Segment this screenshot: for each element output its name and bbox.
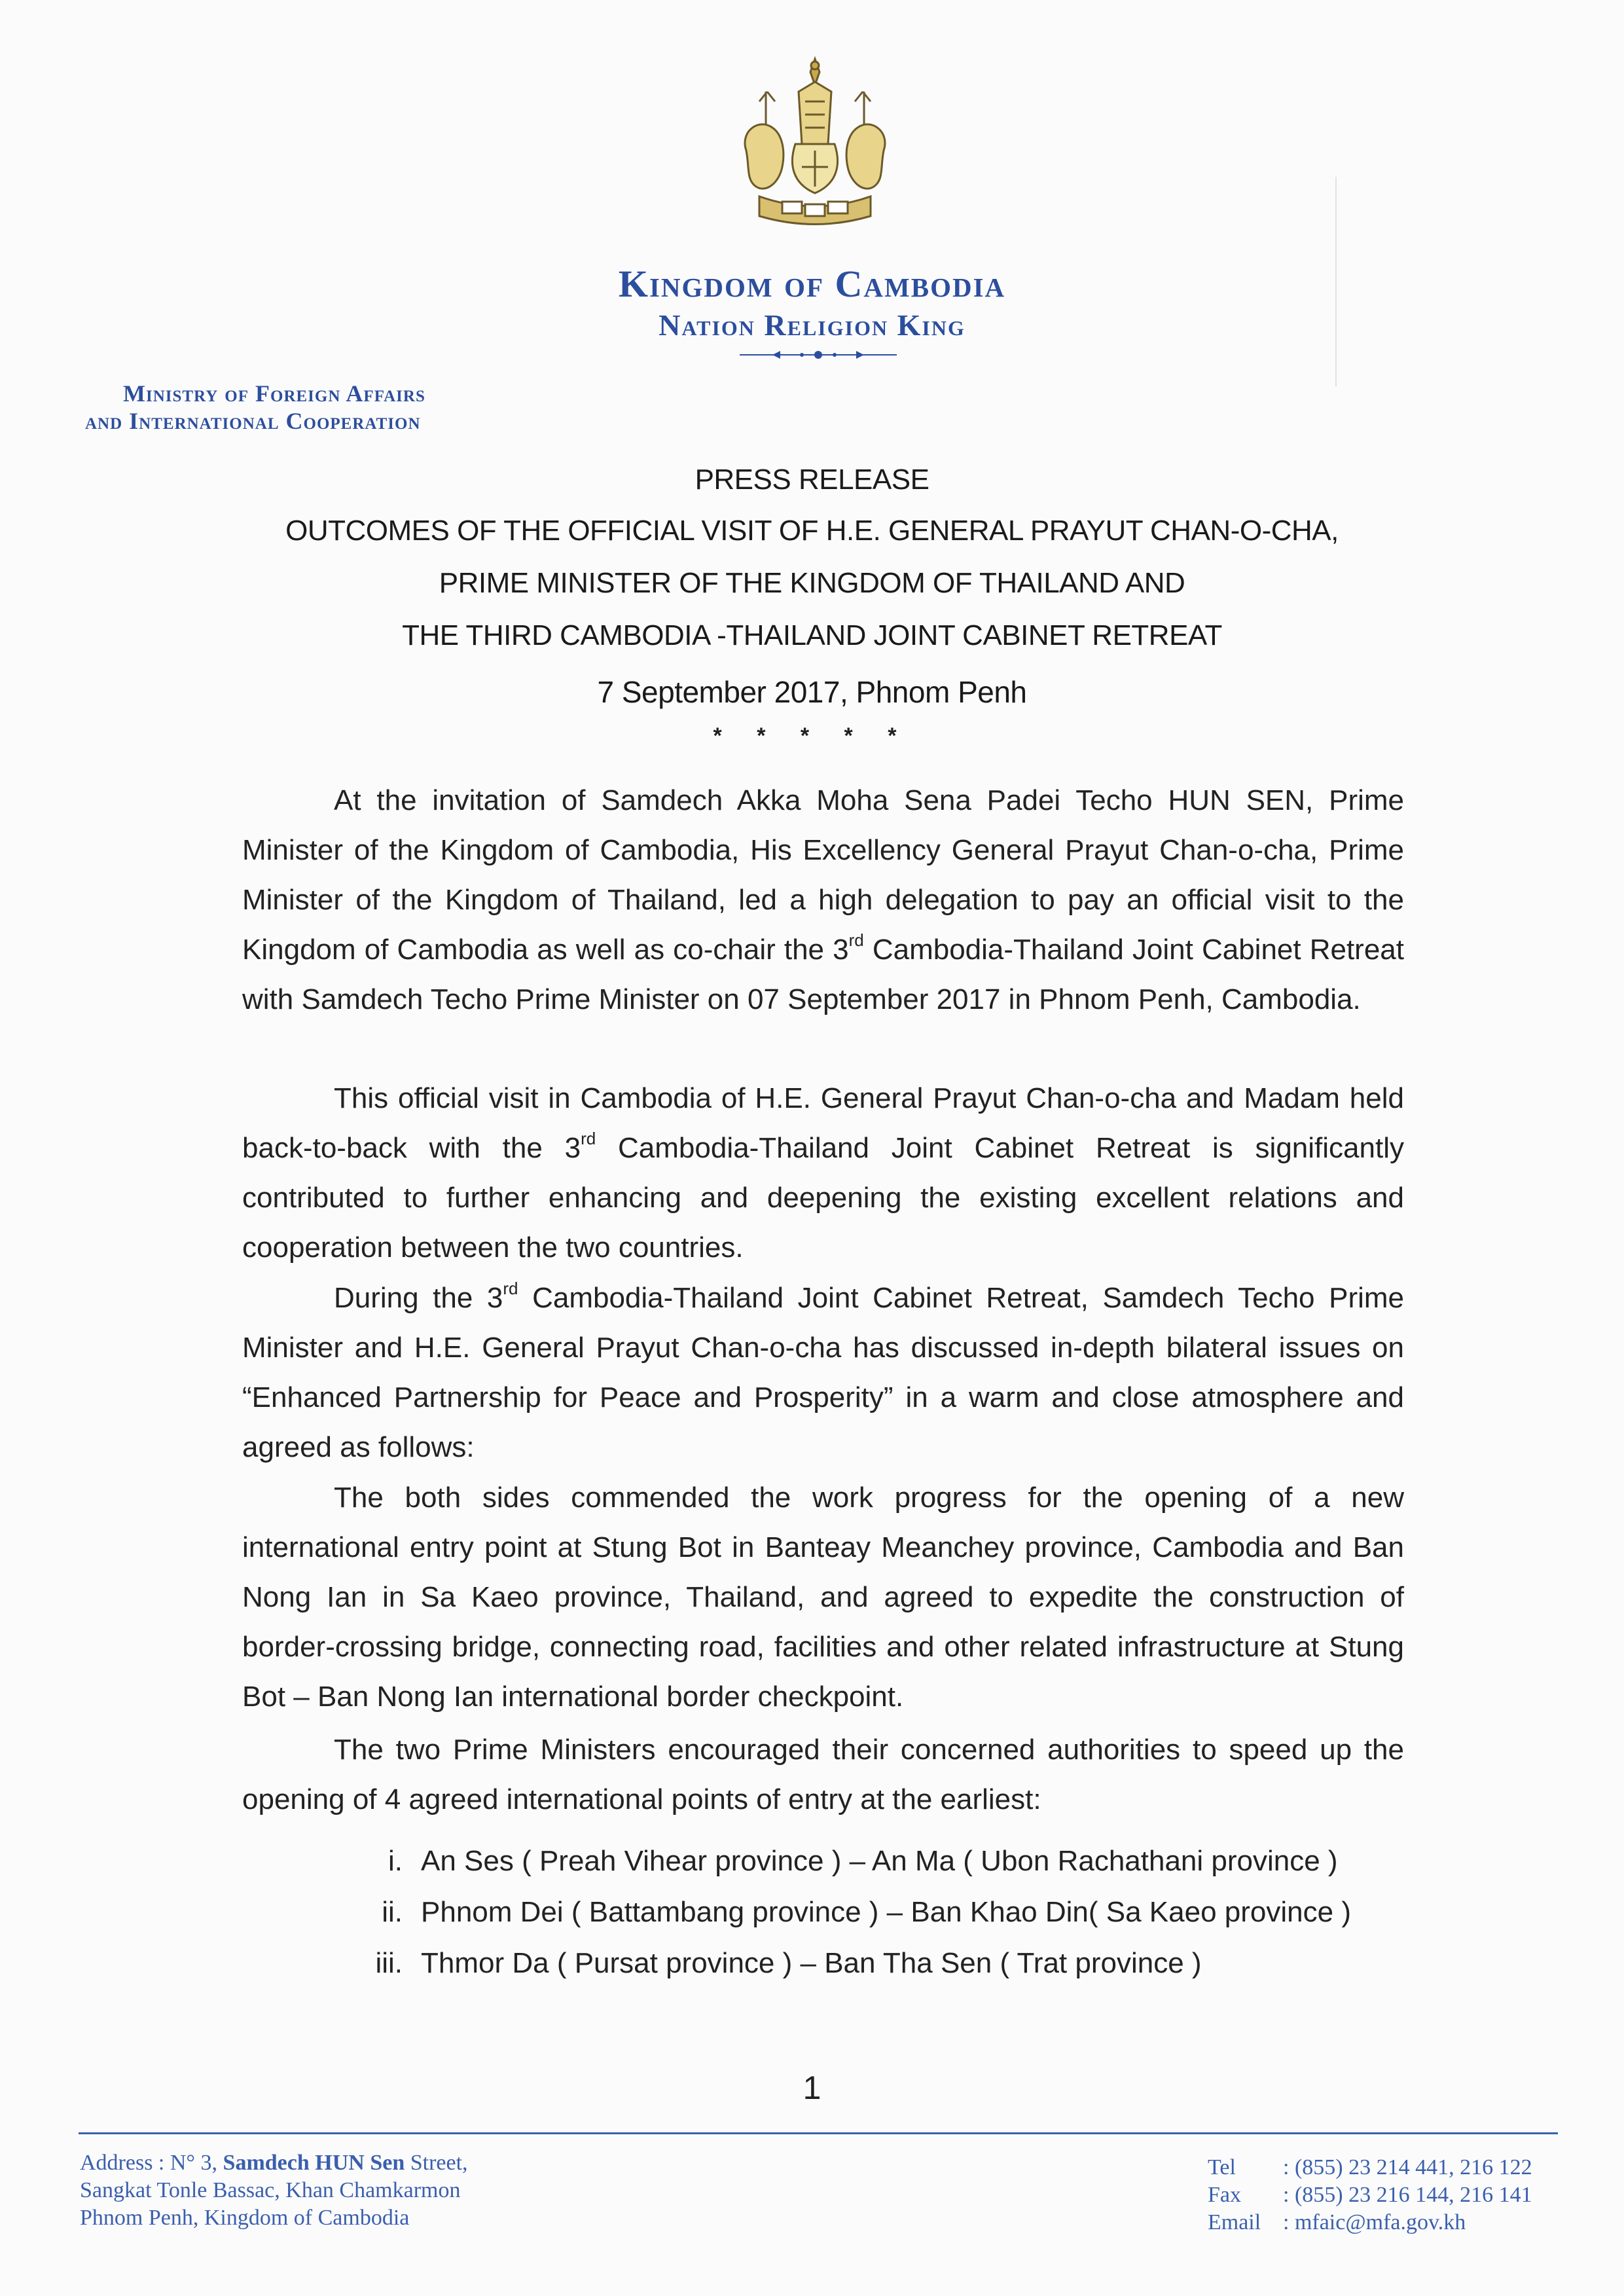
headline-line2: PRIME MINISTER OF THE KINGDOM OF THAILAND AND xyxy=(439,567,1185,599)
paragraph-visit: This official visit in Cambodia of H.E. General Prayut Chan-o-cha and Madam held back-to-back with the 3rd Cambodia-Thailand Joint Cabinet Retreat is significantly contributed to further enhancing and deepening the existing excellent relations and cooperation between the two countries. xyxy=(242,1082,1404,1264)
address-line1: Address : N° 3, Samdech HUN Sen Street, xyxy=(80,2151,468,2175)
contact-block xyxy=(1208,2154,1532,2236)
address-line2: Sangkat Tonle Bassac, Khan Chamkarmon xyxy=(80,2178,461,2202)
kingdom-title: Kingdom of Cambodia xyxy=(618,263,1006,305)
fax-row: Fax : (855) 23 216 144, 216 141 xyxy=(1208,2183,1532,2207)
email-row[interactable]: Email : mfaic@mfa.gov.kh xyxy=(1208,2210,1466,2234)
paragraph-invitation: At the invitation of Samdech Akka Moha Sena Padei Techo HUN SEN, Prime Minister of the Kingdom of Cambodia, His Excellency General Prayut Chan-o-cha, Prime Minister of the Kingdom of Thailand, led a high delegation to pay an official visit to the Kingdom of Cambodia as well as co-chair the 3rd Cambodia-Thailand Joint Cabinet Retreat with Samdech Techo Prime Minister on 07 September 2017 in Phnom Penh, Cambodia. xyxy=(242,784,1405,1015)
list-item: i. An Ses ( Preah Vihear province ) – An Ma ( Ubon Rachathani province ) xyxy=(388,1845,1338,1877)
press-release-label: PRESS RELEASE xyxy=(695,464,929,496)
star-separator: * * * * * xyxy=(713,723,911,748)
list-item: iii. Thmor Da ( Pursat province ) – Ban Tha Sen ( Trat province ) xyxy=(375,1947,1202,1979)
decorative-divider xyxy=(1335,177,1337,386)
paragraph-retreat: During the 3rd Cambodia-Thailand Joint Cabinet Retreat, Samdech Techo Prime Minister and H.E. General Prayut Chan-o-cha has discussed in-depth bilateral issues on “Enhanced Partnership for Peace and Prosperity” in a warm and close atmosphere and agreed as follows: xyxy=(242,1279,1404,1463)
page-number: 1 xyxy=(803,2069,821,2106)
royal-coat-of-arms-icon xyxy=(720,52,910,242)
ministry-name-line2: and International Cooperation xyxy=(85,408,421,434)
headline-line3: THE THIRD CAMBODIA -THAILAND JOINT CABINET RETREAT xyxy=(402,619,1222,651)
address-line3: Phnom Penh, Kingdom of Cambodia xyxy=(80,2206,410,2230)
footer-divider xyxy=(79,2132,1558,2134)
date-place: 7 September 2017, Phnom Penh xyxy=(597,675,1027,709)
tel-row: Tel : (855) 23 214 441, 216 122 xyxy=(1208,2155,1532,2179)
paragraph-entry-point: The both sides commended the work progress for the opening of a new international entry point at Stung Bot in Banteay Meanchey province, Cambodia and Ban Nong Ian in Sa Kaeo province, Thailand, and agreed to expedite the construction of border-crossing bridge, connecting road, facilities and other related infrastructure at Stung Bot – Ban Nong Ian international border checkpoint. xyxy=(242,1482,1404,1713)
list-item: ii. Phnom Dei ( Battambang province ) – Ban Khao Din( Sa Kaeo province ) xyxy=(382,1896,1351,1928)
headline-line1: OUTCOMES OF THE OFFICIAL VISIT OF H.E. GENERAL PRAYUT CHAN-O-CHA, xyxy=(285,515,1339,547)
ornament-divider-icon xyxy=(733,347,903,363)
national-motto: Nation Religion King xyxy=(659,308,965,342)
ministry-name-line1: Ministry of Foreign Affairs xyxy=(123,380,425,407)
paragraph-points-of-entry: The two Prime Ministers encouraged their concerned authorities to speed up the opening of 4 agreed international points of entry at the earliest: xyxy=(242,1734,1404,1815)
